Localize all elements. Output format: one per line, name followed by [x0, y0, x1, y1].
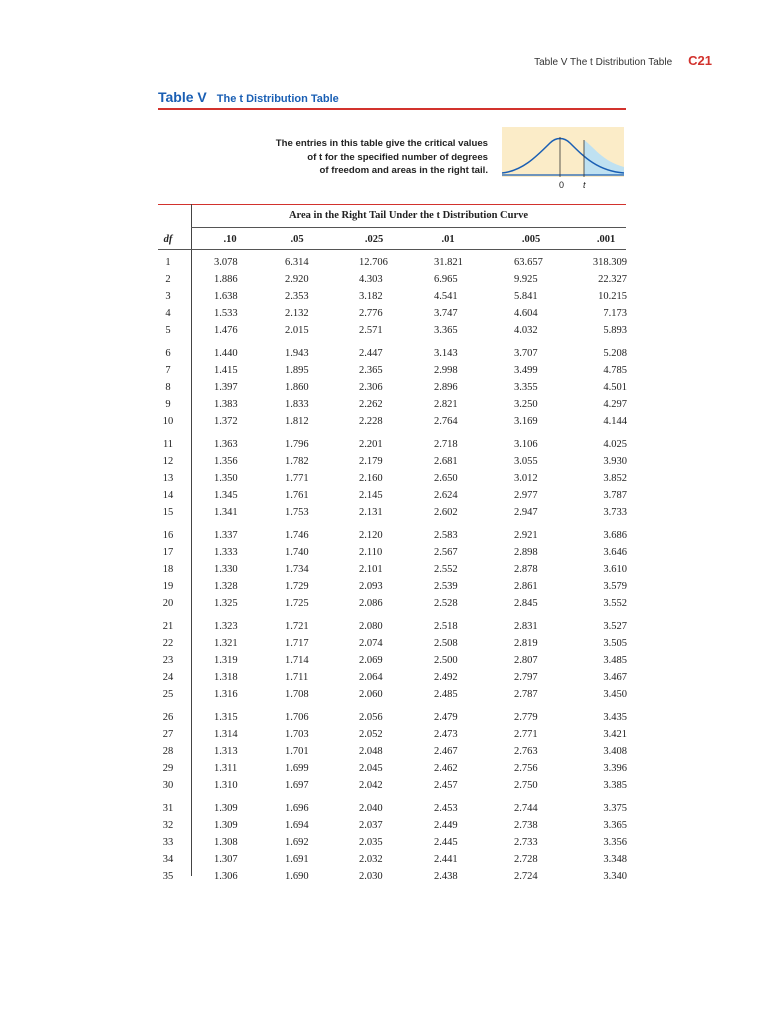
critical-value-cell: 2.179	[359, 456, 383, 467]
critical-value-cell: 2.101	[359, 564, 383, 575]
critical-value-cell: 3.169	[514, 416, 538, 427]
title-rule	[158, 108, 626, 110]
critical-value-cell: 2.479	[434, 712, 458, 723]
critical-value-cell: 2.500	[434, 655, 458, 666]
critical-value-cell: 3.365	[603, 820, 627, 831]
critical-value-cell: 3.485	[603, 655, 627, 666]
critical-value-cell: 3.787	[603, 490, 627, 501]
critical-value-cell: 1.740	[285, 547, 309, 558]
critical-value-cell: 2.485	[434, 689, 458, 700]
df-cell: 13	[162, 473, 174, 484]
critical-value-cell: 2.052	[359, 729, 383, 740]
critical-value-cell: 4.541	[434, 291, 458, 302]
critical-value-cell: 1.694	[285, 820, 309, 831]
critical-value-cell: 4.604	[514, 308, 538, 319]
critical-value-cell: 2.462	[434, 763, 458, 774]
col-header-10: .10	[223, 234, 237, 245]
critical-value-cell: 2.787	[514, 689, 538, 700]
critical-value-cell: 2.074	[359, 638, 383, 649]
critical-value-cell: 2.069	[359, 655, 383, 666]
critical-value-cell: 2.035	[359, 837, 383, 848]
critical-value-cell: 1.717	[285, 638, 309, 649]
critical-value-cell: 2.045	[359, 763, 383, 774]
critical-value-cell: 2.571	[359, 325, 383, 336]
critical-value-cell: 3.348	[603, 854, 627, 865]
col-header-05: .05	[290, 234, 304, 245]
df-cell: 28	[162, 746, 174, 757]
critical-value-cell: 1.761	[285, 490, 309, 501]
critical-value-cell: 3.421	[603, 729, 627, 740]
df-cell: 10	[162, 416, 174, 427]
critical-value-cell: 2.738	[514, 820, 538, 831]
critical-value-cell: 3.012	[514, 473, 538, 484]
critical-value-cell: 1.638	[214, 291, 238, 302]
df-cell: 12	[162, 456, 174, 467]
critical-value-cell: 1.771	[285, 473, 309, 484]
critical-value-cell: 1.330	[214, 564, 238, 575]
critical-value-cell: 2.845	[514, 598, 538, 609]
critical-value-cell: 1.337	[214, 530, 238, 541]
critical-value-cell: 1.711	[285, 672, 309, 683]
df-cell: 9	[165, 399, 171, 410]
intro-line: The entries in this table give the critical values	[275, 138, 488, 149]
critical-value-cell: 1.703	[285, 729, 309, 740]
critical-value-cell: 2.567	[434, 547, 458, 558]
critical-value-cell: 2.947	[514, 507, 538, 518]
intro-line: of freedom and areas in the right tail.	[319, 165, 488, 176]
critical-value-cell: 1.415	[214, 365, 238, 376]
critical-value-cell: 1.356	[214, 456, 238, 467]
critical-value-cell: 6.314	[285, 257, 309, 268]
critical-value-cell: 2.086	[359, 598, 383, 609]
df-cell: 2	[165, 274, 171, 285]
col-header-025: .025	[364, 234, 384, 245]
critical-value-cell: 2.457	[434, 780, 458, 791]
df-cell: 21	[162, 621, 174, 632]
critical-value-cell: 2.819	[514, 638, 538, 649]
critical-value-cell: 3.435	[603, 712, 627, 723]
critical-value-cell: 1.943	[285, 348, 309, 359]
df-cell: 19	[162, 581, 174, 592]
critical-value-cell: 1.311	[214, 763, 238, 774]
critical-value-cell: 63.657	[514, 257, 543, 268]
col-header-df: df	[163, 234, 173, 245]
critical-value-cell: 2.064	[359, 672, 383, 683]
critical-value-cell: 1.310	[214, 780, 238, 791]
critical-value-cell: 1.309	[214, 820, 238, 831]
df-cell: 32	[162, 820, 174, 831]
critical-value-cell: 1.533	[214, 308, 238, 319]
critical-value-cell: 6.965	[434, 274, 458, 285]
critical-value-cell: 1.721	[285, 621, 309, 632]
critical-value-cell: 318.309	[592, 257, 627, 268]
table-top-rule	[158, 204, 626, 205]
critical-value-cell: 3.078	[214, 257, 238, 268]
critical-value-cell: 2.821	[434, 399, 458, 410]
critical-value-cell: 2.040	[359, 803, 383, 814]
critical-value-cell: 3.396	[603, 763, 627, 774]
critical-value-cell: 22.327	[598, 274, 627, 285]
critical-value-cell: 2.080	[359, 621, 383, 632]
col-header-01: .01	[441, 234, 455, 245]
critical-value-cell: 2.763	[514, 746, 538, 757]
critical-value-cell: 2.015	[285, 325, 309, 336]
critical-value-cell: 7.173	[603, 308, 627, 319]
column-header-rule	[158, 249, 626, 250]
page-number: C21	[688, 53, 712, 68]
df-cell: 1	[165, 257, 171, 268]
critical-value-cell: 1.319	[214, 655, 238, 666]
critical-value-cell: 3.707	[514, 348, 538, 359]
critical-value-cell: 1.895	[285, 365, 309, 376]
critical-value-cell: 2.624	[434, 490, 458, 501]
critical-value-cell: 2.037	[359, 820, 383, 831]
critical-value-cell: 1.812	[285, 416, 309, 427]
critical-value-cell: 1.315	[214, 712, 238, 723]
critical-value-cell: 2.056	[359, 712, 383, 723]
critical-value-cell: 2.807	[514, 655, 538, 666]
critical-value-cell: 2.718	[434, 439, 458, 450]
table-name: The t Distribution Table	[216, 93, 339, 105]
critical-value-cell: 2.771	[514, 729, 538, 740]
header-rule	[191, 227, 626, 228]
critical-value-cell: 3.055	[514, 456, 538, 467]
critical-value-cell: 4.025	[603, 439, 627, 450]
df-cell: 25	[162, 689, 174, 700]
df-cell: 23	[162, 655, 174, 666]
curve-label-zero: 0	[559, 180, 565, 190]
critical-value-cell: 3.143	[434, 348, 458, 359]
critical-value-cell: 10.215	[598, 291, 627, 302]
critical-value-cell: 1.383	[214, 399, 238, 410]
critical-value-cell: 31.821	[434, 257, 463, 268]
critical-value-cell: 3.733	[603, 507, 627, 518]
critical-value-cell: 1.833	[285, 399, 309, 410]
critical-value-cell: 2.365	[359, 365, 383, 376]
critical-value-cell: 2.492	[434, 672, 458, 683]
df-cell: 16	[162, 530, 174, 541]
critical-value-cell: 2.831	[514, 621, 538, 632]
critical-value-cell: 2.539	[434, 581, 458, 592]
critical-value-cell: 2.262	[359, 399, 383, 410]
critical-value-cell: 2.750	[514, 780, 538, 791]
critical-value-cell: 3.610	[603, 564, 627, 575]
critical-value-cell: 1.692	[285, 837, 309, 848]
critical-value-cell: 2.896	[434, 382, 458, 393]
critical-value-cell: 2.445	[434, 837, 458, 848]
critical-value-cell: 4.501	[603, 382, 627, 393]
right-tail-area	[584, 140, 624, 175]
critical-value-cell: 2.228	[359, 416, 383, 427]
critical-value-cell: 3.375	[603, 803, 627, 814]
critical-value-cell: 2.453	[434, 803, 458, 814]
critical-value-cell: 3.552	[603, 598, 627, 609]
df-cell: 18	[162, 564, 174, 575]
critical-value-cell: 1.333	[214, 547, 238, 558]
critical-value-cell: 1.350	[214, 473, 238, 484]
df-cell: 6	[165, 348, 171, 359]
critical-value-cell: 1.746	[285, 530, 309, 541]
critical-value-cell: 2.776	[359, 308, 383, 319]
critical-value-cell: 1.308	[214, 837, 238, 848]
critical-value-cell: 2.583	[434, 530, 458, 541]
critical-value-cell: 2.306	[359, 382, 383, 393]
critical-value-cell: 1.696	[285, 803, 309, 814]
critical-value-cell: 3.579	[603, 581, 627, 592]
critical-value-cell: 2.132	[285, 308, 309, 319]
critical-value-cell: 2.733	[514, 837, 538, 848]
critical-value-cell: 5.841	[514, 291, 538, 302]
critical-value-cell: 3.747	[434, 308, 458, 319]
critical-value-cell: 3.355	[514, 382, 538, 393]
t-curve-figure	[502, 127, 624, 177]
critical-value-cell: 1.708	[285, 689, 309, 700]
table-header-span: Area in the Right Tail Under the t Distribution Curve	[288, 210, 529, 221]
critical-value-cell: 3.450	[603, 689, 627, 700]
critical-value-cell: 1.886	[214, 274, 238, 285]
critical-value-cell: 4.303	[359, 274, 383, 285]
critical-value-cell: 2.160	[359, 473, 383, 484]
critical-value-cell: 2.552	[434, 564, 458, 575]
df-cell: 7	[165, 365, 171, 376]
critical-value-cell: 3.356	[603, 837, 627, 848]
critical-value-cell: 1.372	[214, 416, 238, 427]
critical-value-cell: 4.032	[514, 325, 538, 336]
critical-value-cell: 3.182	[359, 291, 383, 302]
critical-value-cell: 1.328	[214, 581, 238, 592]
critical-value-cell: 1.753	[285, 507, 309, 518]
critical-value-cell: 1.306	[214, 871, 238, 882]
critical-value-cell: 1.316	[214, 689, 238, 700]
running-head	[534, 53, 712, 68]
critical-value-cell: 2.093	[359, 581, 383, 592]
critical-value-cell: 3.527	[603, 621, 627, 632]
critical-value-cell: 1.729	[285, 581, 309, 592]
critical-value-cell: 2.998	[434, 365, 458, 376]
df-cell: 11	[162, 439, 174, 450]
df-cell: 20	[162, 598, 174, 609]
critical-value-cell: 5.893	[603, 325, 627, 336]
critical-value-cell: 3.365	[434, 325, 458, 336]
critical-value-cell: 2.528	[434, 598, 458, 609]
critical-value-cell: 2.744	[514, 803, 538, 814]
intro-line: of t for the specified number of degrees	[307, 151, 488, 163]
critical-value-cell: 1.345	[214, 490, 238, 501]
critical-value-cell: 2.131	[359, 507, 383, 518]
critical-value-cell: 2.797	[514, 672, 538, 683]
col-header-001: .001	[596, 234, 616, 245]
critical-value-cell: 2.473	[434, 729, 458, 740]
critical-value-cell: 3.340	[603, 871, 627, 882]
critical-value-cell: 2.110	[359, 547, 383, 558]
df-cell: 22	[162, 638, 174, 649]
critical-value-cell: 3.852	[603, 473, 627, 484]
critical-value-cell: 4.144	[603, 416, 627, 427]
df-cell: 5	[165, 325, 171, 336]
critical-value-cell: 2.518	[434, 621, 458, 632]
critical-value-cell: 3.930	[603, 456, 627, 467]
critical-value-cell: 2.977	[514, 490, 538, 501]
critical-value-cell: 3.686	[603, 530, 627, 541]
critical-value-cell: 4.297	[603, 399, 627, 410]
critical-value-cell: 2.042	[359, 780, 383, 791]
critical-value-cell: 1.307	[214, 854, 238, 865]
df-cell: 17	[162, 547, 174, 558]
critical-value-cell: 3.646	[603, 547, 627, 558]
running-head-title: Table V The t Distribution Table	[534, 57, 673, 68]
critical-value-cell: 1.309	[214, 803, 238, 814]
df-cell: 30	[162, 780, 174, 791]
critical-value-cell: 2.441	[434, 854, 458, 865]
critical-value-cell: 1.782	[285, 456, 309, 467]
df-cell: 4	[165, 308, 171, 319]
critical-value-cell: 1.714	[285, 655, 309, 666]
critical-value-cell: 3.467	[603, 672, 627, 683]
critical-value-cell: 1.321	[214, 638, 238, 649]
df-cell: 27	[162, 729, 174, 740]
critical-value-cell: 1.691	[285, 854, 309, 865]
critical-value-cell: 1.476	[214, 325, 238, 336]
critical-value-cell: 3.250	[514, 399, 538, 410]
critical-value-cell: 2.920	[285, 274, 309, 285]
intro-text	[258, 137, 488, 178]
critical-value-cell: 2.724	[514, 871, 538, 882]
critical-value-cell: 2.878	[514, 564, 538, 575]
critical-value-cell: 2.508	[434, 638, 458, 649]
df-cell: 24	[162, 672, 174, 683]
critical-value-cell: 2.353	[285, 291, 309, 302]
critical-value-cell: 3.106	[514, 439, 538, 450]
critical-value-cell: 1.725	[285, 598, 309, 609]
df-cell: 29	[162, 763, 174, 774]
critical-value-cell: 2.779	[514, 712, 538, 723]
critical-value-cell: 2.681	[434, 456, 458, 467]
critical-value-cell: 1.697	[285, 780, 309, 791]
critical-value-cell: 1.690	[285, 871, 309, 882]
critical-value-cell: 1.860	[285, 382, 309, 393]
critical-value-cell: 2.861	[514, 581, 538, 592]
critical-value-cell: 1.323	[214, 621, 238, 632]
critical-value-cell: 3.505	[603, 638, 627, 649]
df-cell: 33	[162, 837, 174, 848]
critical-value-cell: 2.030	[359, 871, 383, 882]
critical-value-cell: 2.120	[359, 530, 383, 541]
critical-value-cell: 1.397	[214, 382, 238, 393]
df-column-divider	[191, 204, 192, 876]
critical-value-cell: 1.699	[285, 763, 309, 774]
df-cell: 14	[162, 490, 174, 501]
critical-value-cell: 12.706	[359, 257, 388, 268]
critical-value-cell: 9.925	[514, 274, 538, 285]
critical-value-cell: 1.363	[214, 439, 238, 450]
critical-value-cell: 1.440	[214, 348, 238, 359]
critical-value-cell: 3.499	[514, 365, 538, 376]
critical-value-cell: 2.447	[359, 348, 383, 359]
critical-value-cell: 2.060	[359, 689, 383, 700]
critical-value-cell: 2.921	[514, 530, 538, 541]
df-cell: 31	[162, 803, 174, 814]
critical-value-cell: 5.208	[603, 348, 627, 359]
critical-value-cell: 2.438	[434, 871, 458, 882]
df-cell: 8	[165, 382, 171, 393]
critical-value-cell: 2.764	[434, 416, 458, 427]
col-header-005: .005	[521, 234, 541, 245]
curve-labels	[502, 180, 624, 192]
df-cell: 34	[162, 854, 174, 865]
critical-value-cell: 1.314	[214, 729, 238, 740]
critical-value-cell: 1.313	[214, 746, 238, 757]
critical-value-cell: 2.449	[434, 820, 458, 831]
critical-value-cell: 2.145	[359, 490, 383, 501]
df-cell: 35	[162, 871, 174, 882]
critical-value-cell: 2.602	[434, 507, 458, 518]
critical-value-cell: 1.796	[285, 439, 309, 450]
table-title	[158, 89, 339, 105]
critical-value-cell: 4.785	[603, 365, 627, 376]
critical-value-cell: 2.048	[359, 746, 383, 757]
critical-value-cell: 2.467	[434, 746, 458, 757]
critical-value-cell: 2.650	[434, 473, 458, 484]
critical-value-cell: 1.706	[285, 712, 309, 723]
critical-value-cell: 1.701	[285, 746, 309, 757]
curve-label-t: t	[583, 180, 586, 190]
critical-value-cell: 2.756	[514, 763, 538, 774]
critical-value-cell: 1.318	[214, 672, 238, 683]
critical-value-cell: 1.734	[285, 564, 309, 575]
critical-value-cell: 3.385	[603, 780, 627, 791]
critical-value-cell: 3.408	[603, 746, 627, 757]
critical-value-cell: 2.032	[359, 854, 383, 865]
critical-value-cell: 2.898	[514, 547, 538, 558]
df-cell: 3	[165, 291, 171, 302]
df-cell: 26	[162, 712, 174, 723]
critical-value-cell: 1.325	[214, 598, 238, 609]
table-label: Table V	[158, 89, 207, 105]
df-cell: 15	[162, 507, 174, 518]
critical-value-cell: 1.341	[214, 507, 238, 518]
critical-value-cell: 2.201	[359, 439, 383, 450]
critical-value-cell: 2.728	[514, 854, 538, 865]
